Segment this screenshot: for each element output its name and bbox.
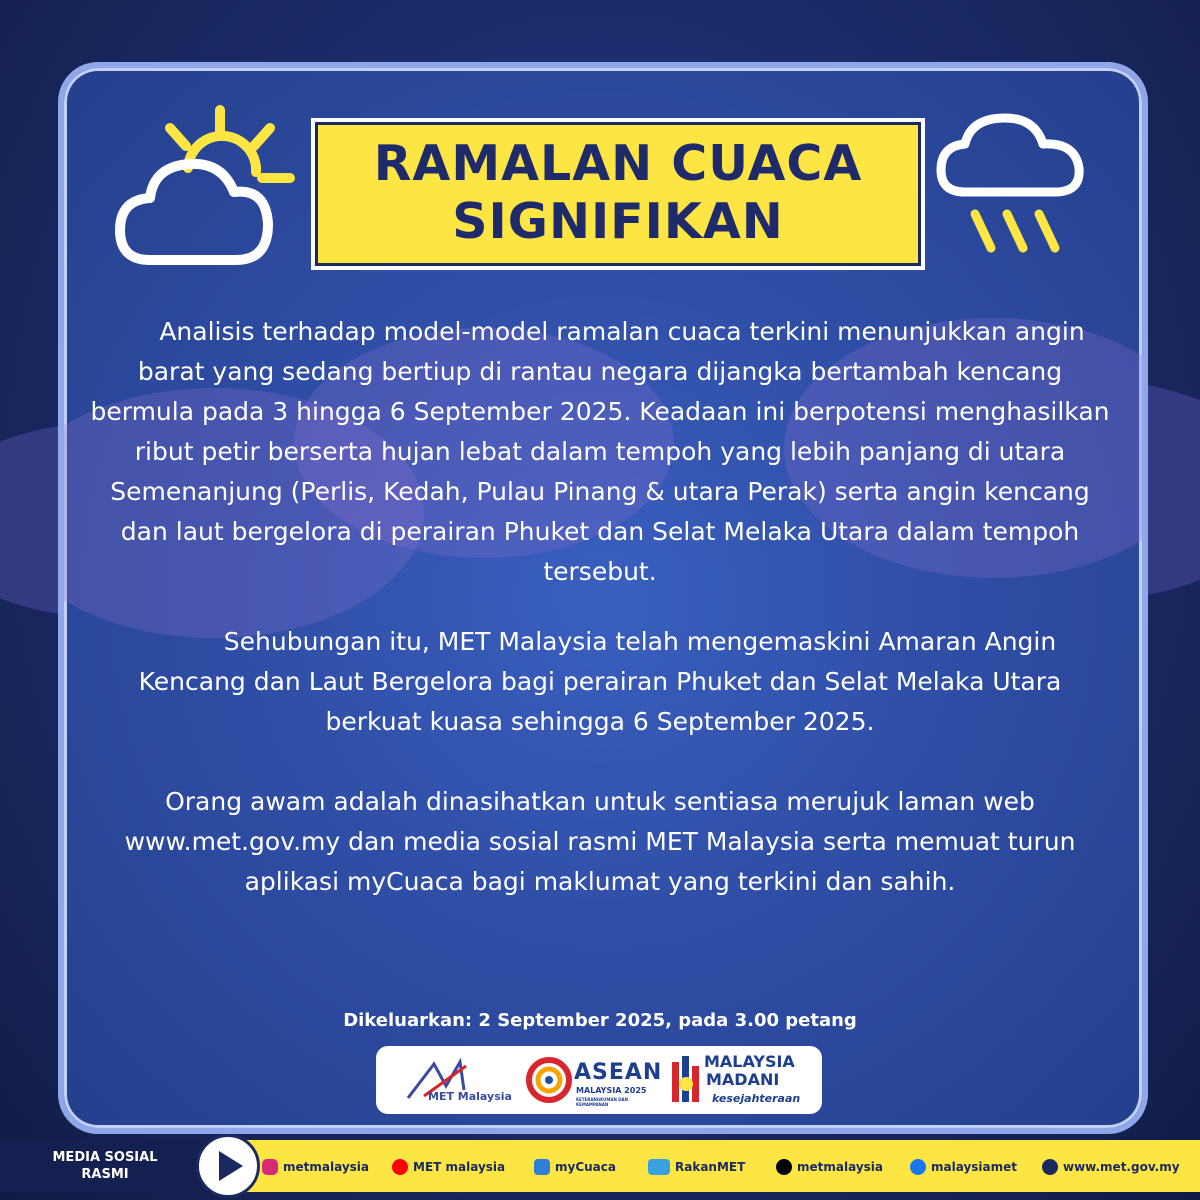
facebook-icon — [910, 1159, 926, 1175]
rakanmet-label: RakanMET — [675, 1160, 746, 1174]
body-paragraph-2 — [110, 622, 1090, 742]
title-line-1: RAMALAN CUACA — [373, 135, 863, 192]
madani-logo-text-2: MADANI — [706, 1070, 780, 1089]
rakanmet-icon — [648, 1159, 670, 1175]
madani-logo-text-3: kesejahteraan — [712, 1092, 801, 1105]
paragraph-1-text: Analisis terhadap model-model ramalan cuaca terkini menunjukkan angin barat yang sedang bertiup di rantau negara dijangka bertambah kencang bermula pada 3 hingga 6 September 2025. Keadaan ini berpotensi menghasilkan ribut petir berserta hujan lebat dalam tempoh yang lebih panjang di utara Semenanjung (Perlis, Kedah, Pulau Pinang & utara Perak) serta angin kencang dan laut bergelora di perairan Phuket dan Selat Melaka Utara dalam tempoh tersebut. — [90, 317, 1110, 586]
rain-cloud-icon — [935, 110, 1095, 260]
website-label: www.met.gov.my — [1063, 1160, 1180, 1174]
logo-strip — [376, 1046, 822, 1114]
paragraph-3-text: Orang awam adalah dinasihatkan untuk sentiasa merujuk laman web www.met.gov.my dan media sosial rasmi MET Malaysia serta memuat turun aplikasi myCuaca bagi maklumat yang terkini dan sahih. — [124, 787, 1076, 896]
mycuaca-label: myCuaca — [555, 1160, 616, 1174]
asean-logo-tagline: KETERANGKUMAN DAN KEMAMPANAN — [576, 1097, 628, 1107]
x-icon — [776, 1159, 792, 1175]
madani-logo-text-1: MALAYSIA — [704, 1052, 795, 1071]
asean-malaysia-logo — [526, 1046, 663, 1114]
paragraph-2-text: Sehubungan itu, MET Malaysia telah mengemaskini Amaran Angin Kencang dan Laut Bergelora bagi perairan Phuket dan Selat Melaka Utara berkuat kuasa sehingga 6 September 2025. — [138, 627, 1062, 736]
instagram-icon — [262, 1159, 278, 1175]
sun-behind-cloud-icon — [110, 100, 300, 270]
instagram-label: metmalaysia — [283, 1160, 369, 1174]
footer-item-rakanmet[interactable] — [648, 1157, 745, 1177]
body-paragraph-3 — [90, 782, 1110, 902]
youtube-label: MET malaysia — [413, 1160, 506, 1174]
asean-logo-text: ASEAN — [574, 1060, 663, 1085]
footer-item-website[interactable] — [1042, 1157, 1180, 1177]
footer-label-line-2: RASMI — [81, 1167, 129, 1182]
asean-logo-subtext: MALAYSIA 2025 — [576, 1086, 647, 1095]
play-icon — [199, 1137, 257, 1195]
footer-label-line-1: MEDIA SOSIAL — [52, 1150, 158, 1165]
title-line-2: SIGNIFIKAN — [452, 193, 784, 250]
facebook-label: malaysiamet — [931, 1160, 1017, 1174]
cloud-app-icon — [534, 1159, 550, 1175]
body-paragraph-1 — [90, 312, 1110, 592]
globe-icon — [1042, 1159, 1058, 1175]
footer-item-mycuaca[interactable] — [534, 1157, 616, 1177]
play-button[interactable] — [196, 1134, 260, 1198]
x-label: metmalaysia — [797, 1160, 883, 1174]
footer-item-facebook[interactable] — [910, 1157, 1017, 1177]
footer-item-x[interactable] — [776, 1157, 883, 1177]
footer-label — [0, 1140, 210, 1192]
title-banner — [315, 122, 921, 266]
footer-item-youtube[interactable] — [392, 1157, 505, 1177]
youtube-icon — [392, 1159, 408, 1175]
met-malaysia-logo — [394, 1046, 524, 1114]
issued-date: Dikeluarkan: 2 September 2025, pada 3.00 petang — [343, 1010, 857, 1031]
footer-item-instagram[interactable] — [262, 1157, 369, 1177]
met-logo-text: MET Malaysia — [428, 1090, 512, 1103]
malaysia-madani-logo — [668, 1046, 814, 1114]
